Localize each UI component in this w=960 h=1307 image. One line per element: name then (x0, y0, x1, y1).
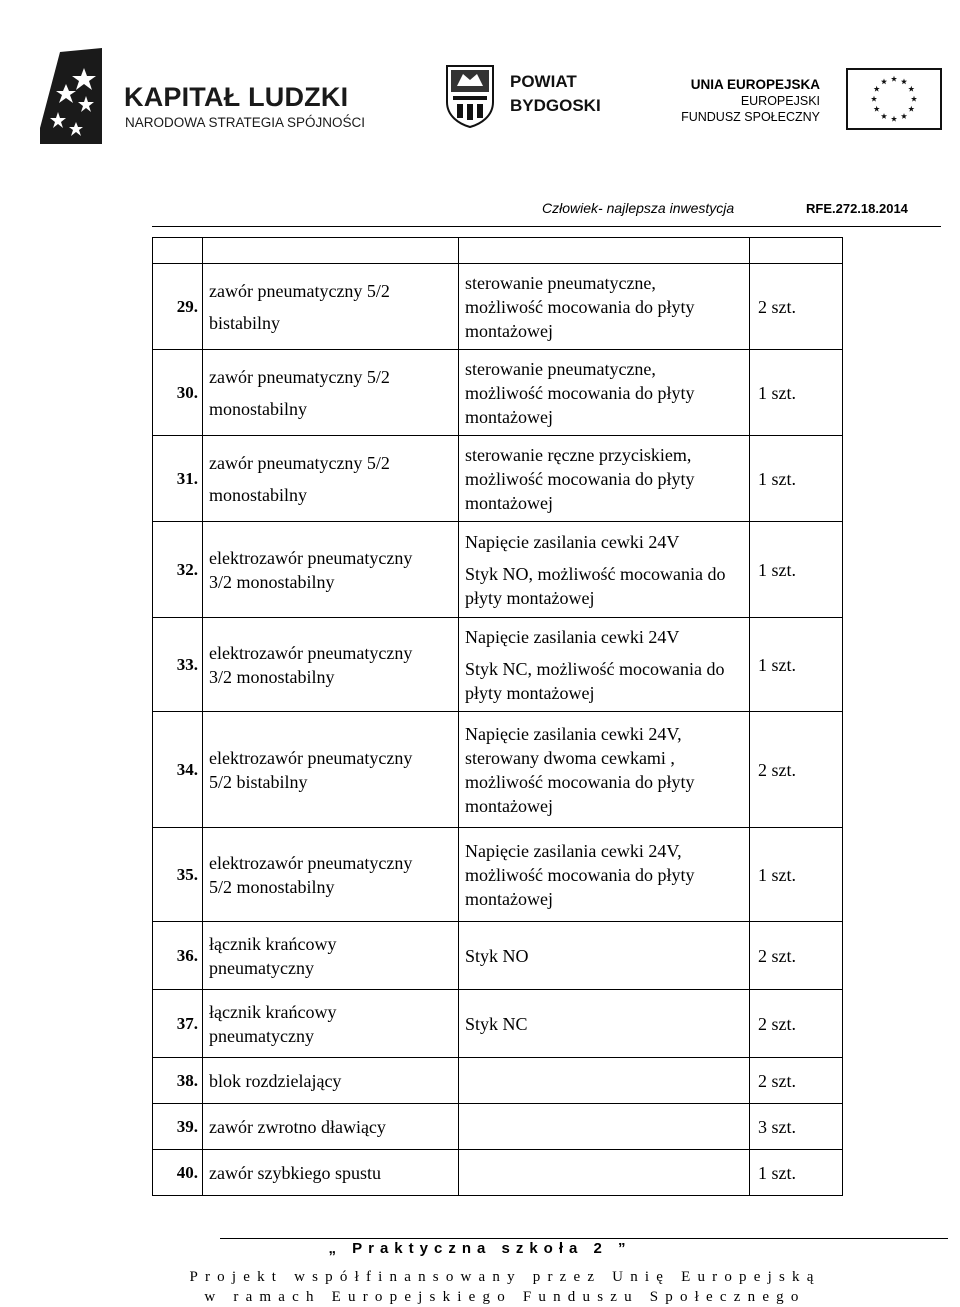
item-description-line: montażowej (465, 406, 553, 427)
kapital-ludzki-subtitle: NARODOWA STRATEGIA SPÓJNOŚCI (125, 115, 366, 130)
item-description-line: płyty montażowej (465, 587, 595, 608)
item-description-line: możliwość mocowania do płyty (465, 468, 695, 489)
item-name-line: pneumatyczny (209, 957, 314, 978)
item-name-line: 5/2 bistabilny (209, 771, 308, 792)
table-row (153, 828, 843, 922)
table-row (153, 350, 843, 436)
item-description (459, 1058, 750, 1104)
item-quantity: 2 szt. (750, 990, 843, 1058)
item-description-line: możliwość mocowania do płyty (465, 771, 695, 792)
item-name-line: 3/2 monostabilny (209, 666, 335, 687)
item-description (459, 712, 750, 828)
kapital-ludzki-title: KAPITAŁ LUDZKI (124, 82, 349, 112)
item-name (203, 1150, 459, 1196)
item-name (203, 1104, 459, 1150)
table-row (153, 522, 843, 618)
header-cell (459, 238, 750, 264)
item-description-line: sterowany dwoma cewkami , (465, 747, 675, 768)
item-name (203, 436, 459, 522)
item-description-line: możliwość mocowania do płyty (465, 864, 695, 885)
footer-line-1: Projekt współfinansowany przez Unię Europejską (189, 1269, 821, 1285)
item-name-line: elektrozawór pneumatyczny (209, 547, 413, 568)
item-name-line: elektrozawór pneumatyczny (209, 747, 413, 768)
table-header-row (153, 238, 843, 264)
item-name-line: monostabilny (209, 484, 307, 505)
item-name-line: 3/2 monostabilny (209, 571, 335, 592)
item-description (459, 618, 750, 712)
item-number: 40. (153, 1150, 203, 1196)
header-cell (203, 238, 459, 264)
eu-fund-label-2: FUNDUSZ SPOŁECZNY (681, 110, 820, 124)
table-row (153, 1150, 843, 1196)
item-quantity: 2 szt. (750, 264, 843, 350)
item-name-line: elektrozawór pneumatyczny (209, 852, 413, 873)
item-description-line: płyty montażowej (465, 682, 595, 703)
item-name (203, 522, 459, 618)
item-description (459, 1104, 750, 1150)
item-name-line: zawór pneumatyczny 5/2 (209, 280, 390, 301)
item-description-line: Napięcie zasilania cewki 24V (465, 531, 680, 552)
item-description-line: Styk NC, możliwość mocowania do (465, 658, 725, 679)
item-description-line: Napięcie zasilania cewki 24V (465, 626, 680, 647)
header-divider (152, 226, 941, 227)
item-number: 38. (153, 1058, 203, 1104)
item-name-line: zawór pneumatyczny 5/2 (209, 366, 390, 387)
eu-flag-icon (846, 68, 942, 130)
item-quantity: 2 szt. (750, 1058, 843, 1104)
item-description-line: Napięcie zasilania cewki 24V, (465, 723, 682, 744)
kapital-ludzki-emblem-icon (40, 48, 104, 144)
item-description (459, 828, 750, 922)
item-description-line: sterowanie pneumatyczne, (465, 272, 656, 293)
item-description (459, 522, 750, 618)
item-quantity: 1 szt. (750, 350, 843, 436)
item-description-line: montażowej (465, 888, 553, 909)
item-number: 34. (153, 712, 203, 828)
item-description-line: możliwość mocowania do płyty (465, 382, 695, 403)
table-row (153, 264, 843, 350)
eu-union-label: UNIA EUROPEJSKA (690, 77, 820, 92)
footer-line-2: w ramach Europejskiego Funduszu Społecznego (204, 1289, 806, 1305)
item-description-line: Napięcie zasilania cewki 24V, (465, 840, 682, 861)
item-name-line: elektrozawór pneumatyczny (209, 642, 413, 663)
item-name-line: łącznik krańcowy (209, 933, 337, 954)
item-quantity: 2 szt. (750, 922, 843, 990)
powiat-crest-icon (445, 64, 495, 128)
item-name-line: zawór pneumatyczny 5/2 (209, 452, 390, 473)
table-row (153, 618, 843, 712)
item-description (459, 990, 750, 1058)
item-description-line: Styk NO, możliwość mocowania do (465, 563, 726, 584)
table-row (153, 712, 843, 828)
item-name (203, 922, 459, 990)
item-quantity: 2 szt. (750, 712, 843, 828)
kapital-ludzki-logo (40, 48, 366, 148)
item-quantity: 1 szt. (750, 436, 843, 522)
item-number: 37. (153, 990, 203, 1058)
item-name (203, 828, 459, 922)
item-name-line: zawór szybkiego spustu (209, 1162, 381, 1183)
header-cell (750, 238, 843, 264)
item-name (203, 264, 459, 350)
item-quantity: 1 szt. (750, 828, 843, 922)
item-description-line: montażowej (465, 320, 553, 341)
item-name-line: bistabilny (209, 312, 280, 333)
item-description-line: sterowanie ręczne przyciskiem, (465, 444, 692, 465)
item-description-line: sterowanie pneumatyczne, (465, 358, 656, 379)
item-description-line: Styk NO (465, 945, 529, 966)
powiat-bydgoski-logo (445, 64, 625, 130)
eu-logo (681, 68, 942, 130)
slogan: Człowiek- najlepsza inwestycja (542, 200, 735, 216)
item-name (203, 618, 459, 712)
item-name-line: zawór zwrotno dławiący (209, 1116, 386, 1137)
header-cell (153, 238, 203, 264)
eu-text (681, 76, 820, 125)
table-row (153, 922, 843, 990)
table-row (153, 1104, 843, 1150)
item-number: 36. (153, 922, 203, 990)
item-number: 31. (153, 436, 203, 522)
footer-title: „ Praktyczna szkoła 2 ” (328, 1240, 632, 1257)
item-description-line: Styk NC (465, 1013, 528, 1034)
item-name-line: monostabilny (209, 398, 307, 419)
footer-divider (220, 1238, 948, 1239)
item-name-line: łącznik krańcowy (209, 1001, 337, 1022)
item-description (459, 436, 750, 522)
item-number: 30. (153, 350, 203, 436)
item-description-line: możliwość mocowania do płyty (465, 296, 695, 317)
eu-fund-label-1: EUROPEJSKI (740, 94, 820, 108)
item-name (203, 1058, 459, 1104)
item-number: 35. (153, 828, 203, 922)
item-name (203, 712, 459, 828)
item-description (459, 350, 750, 436)
table-row (153, 990, 843, 1058)
item-number: 29. (153, 264, 203, 350)
items-table (152, 237, 843, 1196)
item-quantity: 3 szt. (750, 1104, 843, 1150)
item-description-line: montażowej (465, 795, 553, 816)
item-description (459, 1150, 750, 1196)
table-row (153, 436, 843, 522)
item-description (459, 264, 750, 350)
item-name-line: blok rozdzielający (209, 1070, 342, 1091)
item-name (203, 350, 459, 436)
powiat-name: POWIAT BYDGOSKI (510, 72, 601, 115)
item-number: 33. (153, 618, 203, 712)
item-description-line: montażowej (465, 492, 553, 513)
table-row (153, 1058, 843, 1104)
item-name-line: 5/2 monostabilny (209, 876, 335, 897)
item-number: 32. (153, 522, 203, 618)
item-quantity: 1 szt. (750, 522, 843, 618)
item-number: 39. (153, 1104, 203, 1150)
reference-number: RFE.272.18.2014 (806, 201, 908, 216)
item-name (203, 990, 459, 1058)
item-name-line: pneumatyczny (209, 1025, 314, 1046)
item-quantity: 1 szt. (750, 1150, 843, 1196)
item-quantity: 1 szt. (750, 618, 843, 712)
item-description (459, 922, 750, 990)
